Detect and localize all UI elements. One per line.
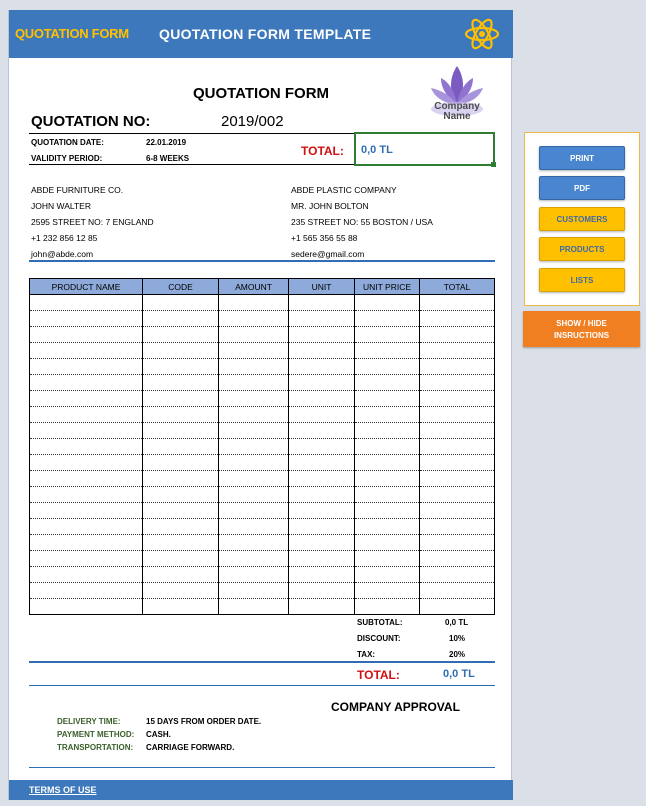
table-row bbox=[30, 455, 495, 471]
table-cell[interactable] bbox=[355, 295, 420, 311]
table-cell[interactable] bbox=[143, 327, 219, 343]
table-cell[interactable] bbox=[289, 391, 355, 407]
show-hide-line2: INSRUCTIONS bbox=[553, 331, 610, 340]
divider bbox=[29, 685, 495, 686]
table-cell[interactable] bbox=[355, 439, 420, 455]
table-cell[interactable] bbox=[219, 295, 289, 311]
table-cell[interactable] bbox=[143, 487, 219, 503]
table-cell[interactable] bbox=[289, 375, 355, 391]
seller-company[interactable]: ABDE FURNITURE CO. bbox=[31, 185, 124, 195]
divider bbox=[29, 767, 495, 768]
products-button[interactable]: PRODUCTS bbox=[539, 237, 625, 261]
table-cell[interactable] bbox=[289, 295, 355, 311]
buyer-info bbox=[291, 182, 433, 262]
table-cell[interactable] bbox=[420, 343, 495, 359]
table-cell[interactable] bbox=[30, 471, 143, 487]
table-cell[interactable] bbox=[30, 535, 143, 551]
table-cell[interactable] bbox=[289, 407, 355, 423]
table-cell[interactable] bbox=[289, 599, 355, 615]
product-table bbox=[29, 278, 495, 615]
table-cell[interactable] bbox=[219, 343, 289, 359]
table-cell[interactable] bbox=[30, 327, 143, 343]
table-cell[interactable] bbox=[219, 551, 289, 567]
table-cell[interactable] bbox=[219, 391, 289, 407]
table-cell[interactable] bbox=[355, 535, 420, 551]
table-cell[interactable] bbox=[143, 583, 219, 599]
table-row bbox=[30, 567, 495, 583]
col-unit: UNIT bbox=[289, 279, 355, 295]
table-cell[interactable] bbox=[355, 503, 420, 519]
customers-button[interactable]: CUSTOMERS bbox=[539, 207, 625, 231]
col-unit-price: UNIT PRICE bbox=[355, 279, 420, 295]
validity-value[interactable]: 6-8 WEEKS bbox=[146, 154, 190, 163]
grand-total-value: 0,0 TL bbox=[443, 668, 475, 680]
delivery-time-label: DELIVERY TIME: bbox=[57, 717, 121, 726]
section-divider bbox=[29, 260, 495, 262]
quotation-sheet bbox=[8, 10, 512, 800]
quotation-date-label: QUOTATION DATE: bbox=[31, 138, 104, 147]
buyer-phone[interactable]: +1 565 356 55 88 bbox=[291, 233, 358, 243]
grand-total-label: TOTAL: bbox=[357, 668, 400, 682]
table-cell[interactable] bbox=[143, 423, 219, 439]
table-cell[interactable] bbox=[355, 327, 420, 343]
table-cell[interactable] bbox=[355, 455, 420, 471]
table-cell[interactable] bbox=[420, 583, 495, 599]
table-cell[interactable] bbox=[420, 487, 495, 503]
discount-label: DISCOUNT: bbox=[357, 634, 401, 643]
table-cell[interactable] bbox=[420, 311, 495, 327]
table-cell[interactable] bbox=[219, 375, 289, 391]
table-cell[interactable] bbox=[355, 487, 420, 503]
table-cell[interactable] bbox=[143, 567, 219, 583]
table-cell[interactable] bbox=[30, 407, 143, 423]
product-table-body bbox=[30, 295, 495, 615]
quotation-no-label: QUOTATION NO: bbox=[31, 113, 151, 130]
table-cell[interactable] bbox=[143, 551, 219, 567]
table-cell[interactable] bbox=[289, 327, 355, 343]
table-cell[interactable] bbox=[289, 535, 355, 551]
table-cell[interactable] bbox=[143, 503, 219, 519]
table-cell[interactable] bbox=[219, 599, 289, 615]
subtotal-label: SUBTOTAL: bbox=[357, 618, 403, 627]
table-cell[interactable] bbox=[219, 455, 289, 471]
table-cell[interactable] bbox=[143, 519, 219, 535]
table-header-row bbox=[30, 279, 495, 295]
seller-email[interactable]: john@abde.com bbox=[31, 249, 94, 259]
table-cell[interactable] bbox=[219, 407, 289, 423]
action-panel bbox=[524, 132, 640, 306]
cell-fill-handle[interactable] bbox=[491, 162, 496, 167]
lists-button[interactable]: LISTS bbox=[539, 268, 625, 292]
table-cell[interactable] bbox=[355, 519, 420, 535]
table-cell[interactable] bbox=[355, 551, 420, 567]
delivery-time-value[interactable]: 15 DAYS FROM ORDER DATE. bbox=[146, 717, 262, 726]
table-row bbox=[30, 551, 495, 567]
table-cell[interactable] bbox=[289, 423, 355, 439]
table-cell[interactable] bbox=[30, 503, 143, 519]
table-row bbox=[30, 471, 495, 487]
table-row bbox=[30, 439, 495, 455]
header-bar bbox=[9, 10, 513, 58]
company-logo-text bbox=[419, 102, 495, 122]
table-cell[interactable] bbox=[420, 535, 495, 551]
table-cell[interactable] bbox=[420, 359, 495, 375]
table-cell[interactable] bbox=[420, 327, 495, 343]
subtotal-value: 0,0 TL bbox=[445, 618, 469, 627]
table-cell[interactable] bbox=[420, 407, 495, 423]
atom-icon bbox=[464, 17, 500, 51]
table-cell[interactable] bbox=[289, 567, 355, 583]
table-row bbox=[30, 519, 495, 535]
transportation-value[interactable]: CARRIAGE FORWARD. bbox=[146, 743, 235, 752]
table-cell[interactable] bbox=[420, 567, 495, 583]
col-code: CODE bbox=[143, 279, 219, 295]
table-cell[interactable] bbox=[30, 455, 143, 471]
form-title: QUOTATION FORM bbox=[192, 85, 330, 102]
table-cell[interactable] bbox=[289, 439, 355, 455]
buyer-contact[interactable]: MR. JOHN BOLTON bbox=[291, 201, 369, 211]
table-row bbox=[30, 599, 495, 615]
buyer-address[interactable]: 235 STREET NO: 55 BOSTON / USA bbox=[291, 217, 433, 227]
table-cell[interactable] bbox=[30, 295, 143, 311]
table-cell[interactable] bbox=[420, 519, 495, 535]
table-cell[interactable] bbox=[289, 503, 355, 519]
table-row bbox=[30, 487, 495, 503]
table-cell[interactable] bbox=[289, 455, 355, 471]
table-cell[interactable] bbox=[143, 359, 219, 375]
table-cell[interactable] bbox=[143, 599, 219, 615]
header-total-value: 0,0 TL bbox=[361, 144, 393, 156]
table-cell[interactable] bbox=[219, 567, 289, 583]
payment-method-label: PAYMENT METHOD: bbox=[57, 730, 135, 739]
table-row bbox=[30, 423, 495, 439]
table-cell[interactable] bbox=[420, 599, 495, 615]
table-cell[interactable] bbox=[143, 295, 219, 311]
table-cell[interactable] bbox=[219, 359, 289, 375]
table-cell[interactable] bbox=[219, 423, 289, 439]
table-cell[interactable] bbox=[355, 423, 420, 439]
table-cell[interactable] bbox=[30, 519, 143, 535]
table-cell[interactable] bbox=[420, 391, 495, 407]
table-cell[interactable] bbox=[289, 583, 355, 599]
table-cell[interactable] bbox=[289, 359, 355, 375]
table-cell[interactable] bbox=[289, 487, 355, 503]
footer-bar bbox=[9, 780, 513, 800]
quotation-no-value[interactable]: 2019/002 bbox=[221, 113, 284, 130]
table-cell[interactable] bbox=[420, 551, 495, 567]
table-cell[interactable] bbox=[30, 439, 143, 455]
table-cell[interactable] bbox=[219, 535, 289, 551]
company-approval: COMPANY APPROVAL bbox=[331, 700, 460, 714]
table-cell[interactable] bbox=[420, 375, 495, 391]
seller-address[interactable]: 2595 STREET NO: 7 ENGLAND bbox=[31, 217, 154, 227]
pdf-button[interactable]: PDF bbox=[539, 176, 625, 200]
table-cell[interactable] bbox=[219, 487, 289, 503]
table-cell[interactable] bbox=[420, 295, 495, 311]
quotation-date-value[interactable]: 22.01.2019 bbox=[146, 138, 187, 147]
table-cell[interactable] bbox=[289, 343, 355, 359]
table-row bbox=[30, 311, 495, 327]
table-cell[interactable] bbox=[289, 519, 355, 535]
buyer-company[interactable]: ABDE PLASTIC COMPANY bbox=[291, 185, 397, 195]
table-cell[interactable] bbox=[355, 359, 420, 375]
table-cell[interactable] bbox=[355, 391, 420, 407]
table-cell[interactable] bbox=[143, 439, 219, 455]
col-amount: AMOUNT bbox=[219, 279, 289, 295]
table-cell[interactable] bbox=[289, 311, 355, 327]
table-cell[interactable] bbox=[355, 375, 420, 391]
table-row bbox=[30, 327, 495, 343]
col-total: TOTAL bbox=[420, 279, 495, 295]
table-cell[interactable] bbox=[355, 343, 420, 359]
table-cell[interactable] bbox=[219, 519, 289, 535]
header-total-label: TOTAL: bbox=[301, 144, 344, 158]
seller-phone[interactable]: +1 232 856 12 85 bbox=[31, 233, 98, 243]
show-hide-line1: SHOW / HIDE bbox=[556, 319, 607, 328]
table-cell[interactable] bbox=[420, 471, 495, 487]
section-divider bbox=[29, 661, 495, 663]
table-cell[interactable] bbox=[30, 583, 143, 599]
table-cell[interactable] bbox=[30, 375, 143, 391]
table-cell[interactable] bbox=[219, 583, 289, 599]
tax-value[interactable]: 20% bbox=[449, 650, 466, 659]
header-total-cell[interactable] bbox=[354, 132, 495, 166]
transportation-label: TRANSPORTATION: bbox=[57, 743, 134, 752]
table-cell[interactable] bbox=[289, 471, 355, 487]
divider bbox=[29, 164, 354, 165]
table-cell[interactable] bbox=[219, 503, 289, 519]
table-cell[interactable] bbox=[30, 311, 143, 327]
table-row bbox=[30, 503, 495, 519]
table-cell[interactable] bbox=[355, 407, 420, 423]
payment-method-value[interactable]: CASH. bbox=[146, 730, 171, 739]
seller-contact[interactable]: JOHN WALTER bbox=[31, 201, 91, 211]
table-cell[interactable] bbox=[420, 503, 495, 519]
table-cell[interactable] bbox=[143, 375, 219, 391]
table-cell[interactable] bbox=[355, 567, 420, 583]
table-row bbox=[30, 359, 495, 375]
table-row bbox=[30, 391, 495, 407]
table-row bbox=[30, 583, 495, 599]
table-cell[interactable] bbox=[143, 471, 219, 487]
table-cell[interactable] bbox=[355, 471, 420, 487]
show-hide-instructions-button[interactable] bbox=[523, 311, 640, 347]
table-cell[interactable] bbox=[219, 471, 289, 487]
table-cell[interactable] bbox=[420, 439, 495, 455]
buyer-email[interactable]: sedere@gmail.com bbox=[291, 249, 365, 259]
seller-info bbox=[31, 182, 154, 262]
table-row bbox=[30, 343, 495, 359]
table-cell[interactable] bbox=[30, 423, 143, 439]
divider bbox=[29, 133, 354, 134]
col-product-name: PRODUCT NAME bbox=[30, 279, 143, 295]
table-cell[interactable] bbox=[355, 599, 420, 615]
discount-value[interactable]: 10% bbox=[449, 634, 466, 643]
template-title: QUOTATION FORM TEMPLATE bbox=[159, 26, 372, 42]
table-row bbox=[30, 375, 495, 391]
table-row bbox=[30, 535, 495, 551]
table-cell[interactable] bbox=[355, 583, 420, 599]
logo-text-line2: Name bbox=[443, 111, 471, 122]
table-cell[interactable] bbox=[143, 407, 219, 423]
table-cell[interactable] bbox=[143, 455, 219, 471]
table-cell[interactable] bbox=[289, 551, 355, 567]
table-cell[interactable] bbox=[30, 359, 143, 375]
table-cell[interactable] bbox=[420, 455, 495, 471]
table-cell[interactable] bbox=[143, 535, 219, 551]
table-cell[interactable] bbox=[30, 599, 143, 615]
table-cell[interactable] bbox=[143, 391, 219, 407]
table-row bbox=[30, 295, 495, 311]
brand-title: QUOTATION FORM bbox=[15, 26, 129, 41]
table-cell[interactable] bbox=[420, 423, 495, 439]
terms-of-use-link[interactable]: TERMS OF USE bbox=[29, 785, 97, 795]
table-cell[interactable] bbox=[143, 343, 219, 359]
table-row bbox=[30, 407, 495, 423]
print-button[interactable]: PRINT bbox=[539, 146, 625, 170]
table-cell[interactable] bbox=[30, 391, 143, 407]
table-cell[interactable] bbox=[219, 439, 289, 455]
table-cell[interactable] bbox=[355, 311, 420, 327]
table-cell[interactable] bbox=[219, 311, 289, 327]
table-cell[interactable] bbox=[30, 551, 143, 567]
tax-label: TAX: bbox=[357, 650, 376, 659]
table-cell[interactable] bbox=[30, 487, 143, 503]
logo-text-line1: Company bbox=[434, 101, 480, 112]
table-cell[interactable] bbox=[30, 343, 143, 359]
table-cell[interactable] bbox=[219, 327, 289, 343]
validity-label: VALIDITY PERIOD: bbox=[31, 154, 103, 163]
table-cell[interactable] bbox=[143, 311, 219, 327]
table-cell[interactable] bbox=[30, 567, 143, 583]
